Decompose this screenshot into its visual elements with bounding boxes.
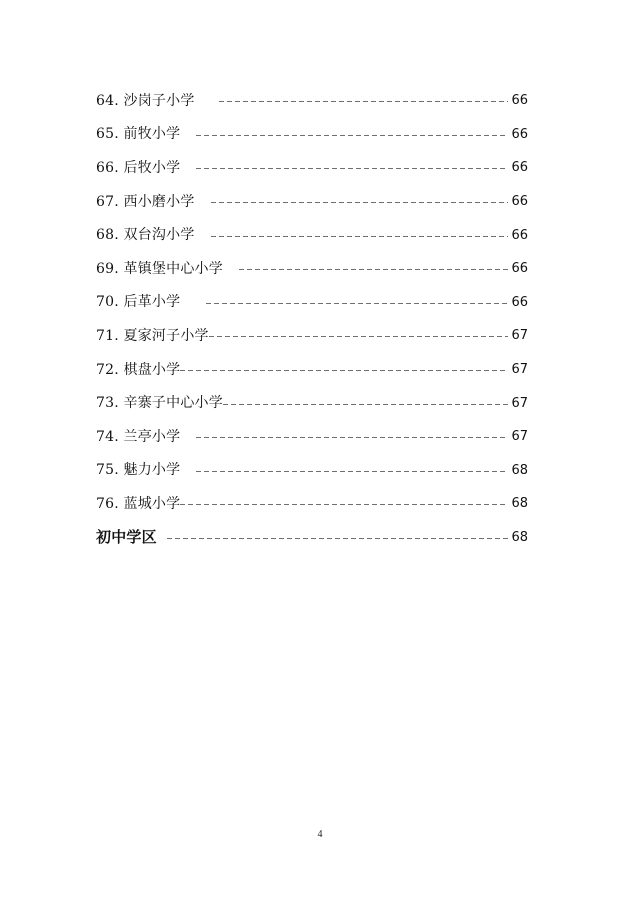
toc-dot-leader: [196, 135, 508, 136]
toc-entry-page: 67: [511, 395, 528, 411]
toc-entry-page: 67: [511, 328, 528, 344]
toc-entry[interactable]: [96, 118, 528, 152]
toc-entry-title: 66. 后牧小学: [96, 159, 181, 176]
toc-dot-leader: [209, 336, 508, 337]
toc-entry-title: 64. 沙岗子小学: [96, 92, 195, 109]
toc-entry[interactable]: [96, 454, 528, 488]
toc-dot-leader: [167, 538, 508, 539]
toc-entry[interactable]: [96, 252, 528, 286]
toc-entry[interactable]: [96, 386, 528, 420]
toc-entry-page: 66: [511, 93, 528, 109]
table-of-contents: [96, 84, 528, 554]
toc-dot-leader: [196, 168, 508, 169]
toc-entry-page: 66: [511, 227, 528, 243]
toc-entry-page: 66: [511, 160, 528, 176]
toc-entry-title: 74. 兰亭小学: [96, 428, 181, 445]
toc-entry[interactable]: [96, 151, 528, 185]
toc-entry[interactable]: [96, 319, 528, 353]
page-number: 4: [317, 829, 323, 840]
toc-entry-page: 68: [511, 496, 528, 512]
toc-entry[interactable]: [96, 218, 528, 252]
toc-dot-leader: [196, 437, 508, 438]
toc-dot-leader: [180, 504, 508, 505]
toc-entry[interactable]: [96, 487, 528, 521]
toc-dot-leader: [223, 404, 508, 405]
toc-entry[interactable]: [96, 185, 528, 219]
toc-entry-title: 69. 革镇堡中心小学: [96, 260, 223, 277]
toc-dot-leader: [239, 269, 508, 270]
toc-entry-title: 73. 辛寨子中心小学: [96, 395, 223, 412]
toc-dot-leader: [180, 370, 508, 371]
toc-entry-page: 66: [511, 126, 528, 142]
toc-entry[interactable]: [96, 84, 528, 118]
toc-dot-leader: [211, 236, 508, 237]
toc-entry-page: 68: [511, 530, 528, 546]
toc-entry-title: 67. 西小磨小学: [96, 193, 195, 210]
toc-section-entry[interactable]: [96, 521, 528, 555]
toc-section-title: 初中学区: [96, 528, 157, 547]
toc-dot-leader: [196, 471, 508, 472]
toc-entry-page: 66: [511, 194, 528, 210]
toc-entry-title: 75. 魅力小学: [96, 462, 181, 479]
toc-entry-page: 66: [511, 261, 528, 277]
toc-dot-leader: [211, 202, 508, 203]
toc-entry-title: 72. 棋盘小学: [96, 361, 181, 378]
toc-entry-page: 66: [511, 294, 528, 310]
toc-entry-title: 76. 蓝城小学: [96, 495, 181, 512]
toc-dot-leader: [206, 303, 508, 304]
toc-dot-leader: [219, 101, 508, 102]
toc-entry-title: 71. 夏家河子小学: [96, 327, 209, 344]
toc-entry[interactable]: [96, 420, 528, 454]
toc-entry-title: 68. 双台沟小学: [96, 227, 195, 244]
toc-entry-page: 67: [511, 362, 528, 378]
toc-entry-page: 67: [511, 429, 528, 445]
toc-entry-title: 65. 前牧小学: [96, 126, 181, 143]
toc-entry-title: 70. 后革小学: [96, 294, 181, 311]
toc-entry-page: 68: [511, 462, 528, 478]
toc-entry[interactable]: [96, 353, 528, 387]
toc-entry[interactable]: [96, 286, 528, 320]
